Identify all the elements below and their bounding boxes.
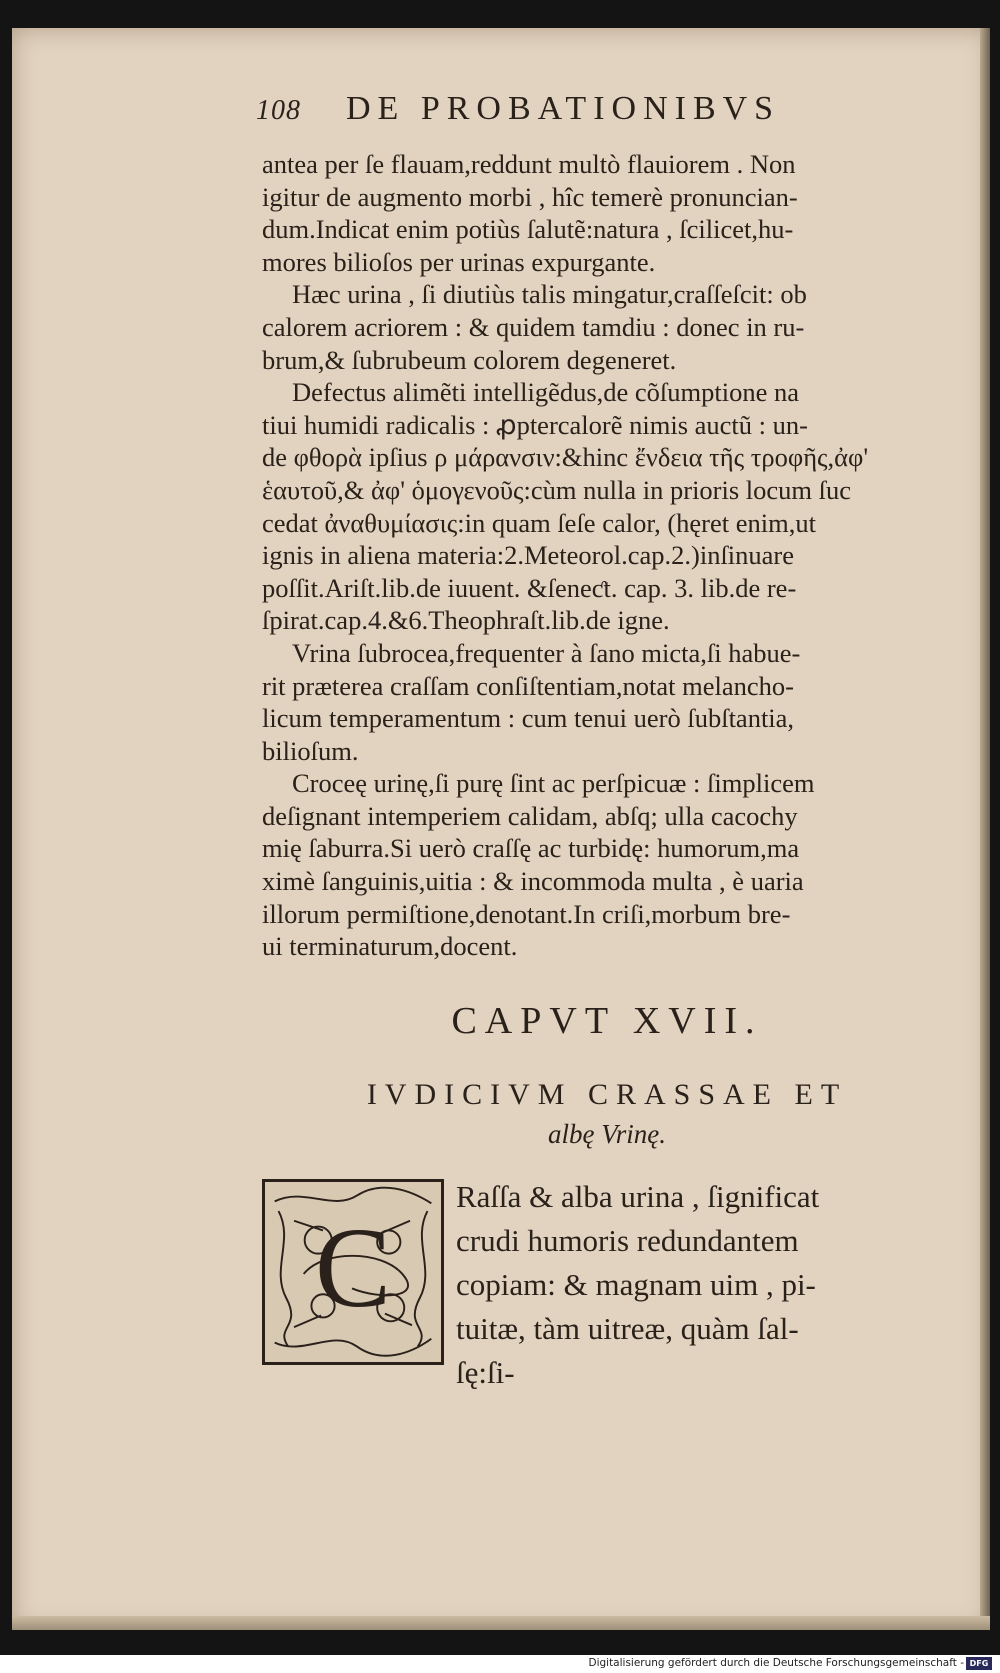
text-line: cedat ἀναθυμίασις:in quam ſeſe calor, (hęret enim,ut xyxy=(262,507,816,538)
chapter-title: CAPVT XVII. xyxy=(451,999,763,1042)
text-line: ſę:ſi- xyxy=(456,1354,515,1390)
decorated-initial xyxy=(262,1179,444,1365)
text-line: illorum permiſtione,denotant.In criſi,morbum bre- xyxy=(262,898,791,929)
text-line: poſſit.Ariſt.lib.de iuuent. &ſeneƈt. cap. 3. lib.de re- xyxy=(262,572,797,603)
dfg-logo: DFG xyxy=(966,1657,992,1670)
text-line: Defectus alimẽti intelligẽdus,de cõſumptione na xyxy=(292,377,800,408)
text-line: tiui humidi radicalis : ꝓptercalorẽ nimis auctũ : un- xyxy=(262,409,808,440)
text-line: copiam: & magnam uim , pi- xyxy=(456,1266,816,1302)
text-line: brum,& ſubrubeum colorem degeneret. xyxy=(262,344,677,375)
paragraph-4 xyxy=(262,637,952,767)
text-line: ignis in aliena materia:2.Meteorol.cap.2.)inſinuare xyxy=(262,540,795,571)
paragraph-2 xyxy=(262,278,952,376)
running-title: DE PROBATIONIBVS xyxy=(346,90,781,127)
text-line: de φθορὰ ipſius ρ μάρανσιν:&hinc ἔνδεια τῆς τροφῆς,ἀφ' xyxy=(262,442,869,473)
chapter-subtitle-line: IVDICIVM CRASSAE ET xyxy=(366,1077,848,1111)
text-line: Croceę urinę,ſi purę ſint ac perſpicuæ : ſimplicem xyxy=(292,768,815,799)
paragraph-5 xyxy=(262,767,952,963)
chapter-subtitle-line: albę Vrinę. xyxy=(548,1118,666,1149)
chapter-subtitle xyxy=(262,1075,952,1153)
text-line: Raſſa & alba urina , ſignificat xyxy=(456,1178,820,1214)
text-block xyxy=(256,90,952,1395)
text-line: ſpirat.cap.4.&6.Theophraſt.lib.de igne. xyxy=(262,605,670,636)
text-line: rit prӕterea craſſam conſiſtentiam,notat melancho- xyxy=(262,670,794,701)
text-line: dum.Indicat enim potiùs ſalutẽ:natura , ſcilicet,hu- xyxy=(262,214,794,245)
text-line: ximè ſanguinis,uitia : & incommoda multa , è uaria xyxy=(262,866,804,897)
text-line: ἑαυτοῦ,& ἀφ' ὁμογενοῦς:cùm nulla in prioris locum ſuc xyxy=(262,474,852,505)
text-line: ui terminaturum,docent. xyxy=(262,931,518,962)
paragraph-3 xyxy=(262,376,952,637)
text-line: mię ſaburra.Si uerò craſſę ac turbidę: humorum,ma xyxy=(262,833,800,864)
text-line: crudi humoris redundantem xyxy=(456,1222,799,1258)
initial-lines xyxy=(456,1175,952,1395)
text-line: deſignant intemperiem calidam, abſq; ulla cacochy xyxy=(262,800,798,831)
text-line: Hæc urina , ſi diutiùs talis mingatur,craſſeſcit: ob xyxy=(292,279,807,310)
text-line: bilioſum. xyxy=(262,735,359,766)
text-line: tuitæ, tàm uitreæ, quàm ſal- xyxy=(456,1310,799,1346)
text-line: igitur de augmento morbi , hîc temerè pronuncian- xyxy=(262,181,798,212)
ornament-icon xyxy=(265,1182,441,1362)
paragraph-1 xyxy=(262,148,952,278)
text-line: Vrina ſubrocea,frequenter à ſano micta,ſi habue- xyxy=(292,637,801,668)
initial-paragraph xyxy=(262,1175,952,1395)
running-head xyxy=(256,90,952,148)
footer-credit: Digitalisierung gefördert durch die Deutsche Forschungsgemeinschaft - xyxy=(588,1657,964,1669)
page-edge-right xyxy=(980,28,990,1630)
page-edge-bottom xyxy=(12,1616,990,1630)
text-line: calorem acriorem : & quidem tamdiu : donec in ru- xyxy=(262,311,805,342)
text-line: antea per ſe flauam,reddunt multò flauiorem . Non xyxy=(262,149,796,179)
page-number: 108 xyxy=(256,95,301,126)
text-line: licum temperamentum : cum tenui uerò ſubſtantia, xyxy=(262,703,795,734)
text-line: mores bilioſos per urinas expurgante. xyxy=(262,246,656,277)
svg-text:C: C xyxy=(314,1203,392,1331)
